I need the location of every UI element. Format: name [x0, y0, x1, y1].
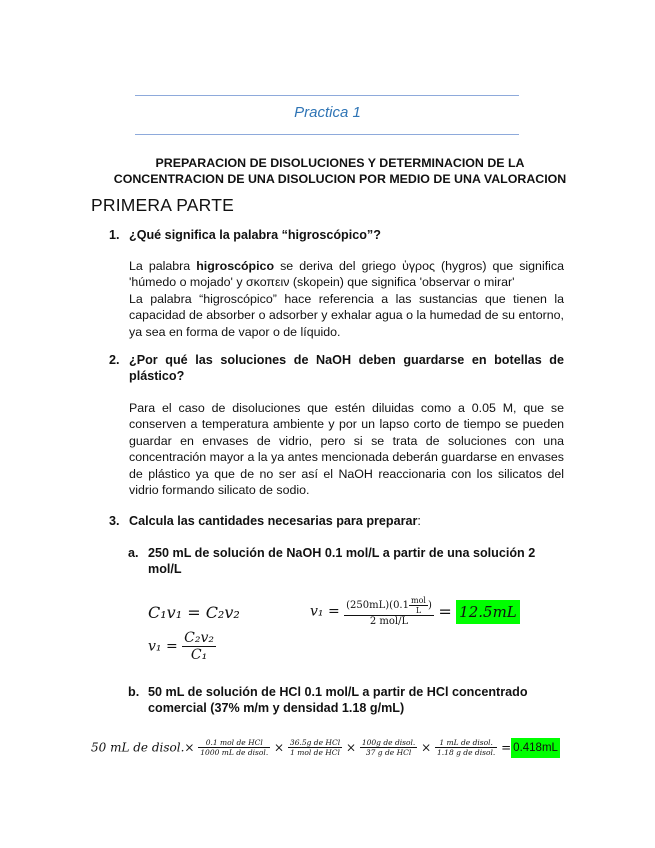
subquestion-b-number: b. [128, 685, 140, 699]
v1-formula: v₁ = $\frac{\text{C₂v₂}}{\text{C₁}}$ [148, 630, 215, 663]
dilution-equation: C₁v₁ = C₂v₂ [148, 603, 240, 622]
calc-fraction: (250mL)(0.1 $\frac{\text{mol}}{L}$ ) 2 mol/L [346, 596, 432, 627]
header-rule-bottom [135, 134, 519, 135]
subquestion-b [128, 684, 558, 716]
answer-1-paragraph-2: La palabra “higroscópico” hace referencia a las sustancias que tienen la capacidad de absorber o adsorber y exhalar agua o la humedad de su entorno, ya sea en forma de vapor o de líquido. [129, 291, 564, 339]
v1-fraction: $\frac{\text{C₂v₂}}{\text{C₁}}$ [184, 630, 215, 663]
header-rule-top [135, 95, 519, 96]
answer-1-line-2: 'húmedo o mojado' y σκοπειν (skopein) que significa 'observar o mirar' [129, 275, 515, 290]
question-1 [109, 227, 569, 243]
keyword-higroscopico: higroscópico [196, 259, 275, 273]
question-2 [109, 352, 564, 384]
result-a-highlight: 12.5mL [456, 600, 520, 624]
part-heading: PRIMERA PARTE [91, 195, 234, 215]
document-title [60, 155, 620, 187]
title-line-2: CONCENTRACION DE UNA DISOLUCION POR MEDIO DE UNA VALORACION [113, 172, 567, 186]
subquestion-b-text: 50 mL de solución de HCl 0.1 mol/L a partir de HCl concentrado comercial (37% m/m y densidad 1.18 g/mL) [148, 685, 528, 715]
result-b-highlight: 0.418mL [511, 738, 560, 758]
answer-1-line-1: La palabra higroscópico se deriva del griego ὑγρος (hygros) que significa [129, 259, 564, 273]
question-2-text: ¿Por qué las soluciones de NaOH deben guardarse en botellas de plástico? [129, 353, 564, 383]
hcl-calculation: 50 mL de disol.× $\frac{\text{0.1 mol de HCl}}{\text{1000 mL de disol.}}$ × $\frac{\text{36.5g de HCl}}{\text{1 mol de HCl}}$ × $\frac{\text{100g de disol.}}{\text{37 g de HCl}}$ × $\frac{\text{1 mL de disol.}}{\text{1.18 g de disol.}}$ = 0.418mL [91, 738, 558, 757]
subquestion-a-text: 250 mL de solución de NaOH 0.1 mol/L a partir de una solución 2 mol/L [148, 546, 536, 576]
question-1-number: 1. [109, 228, 120, 242]
question-2-number: 2. [109, 353, 120, 367]
question-3-text: Calcula las cantidades necesarias para preparar [129, 514, 418, 528]
title-line-1: PREPARACION DE DISOLUCIONES Y DETERMINACION DE LA [155, 156, 525, 170]
question-1-text: ¿Qué significa la palabra “higroscópico”? [129, 228, 381, 242]
answer-2: Para el caso de disoluciones que estén diluidas como a 0.05 M, que se conserven a temperatura ambiente y por un lapso corto de tiempo se pueden guardar en envases de vidrio, pero si se trata de soluciones con una concentración mayor a la ya antes mencionada deberán guardarse en envases de plástico ya que de no ser así el NaOH reaccionaria con los silicatos del vidrio formando silicato de sodio. [129, 401, 564, 498]
v1-calculation: v₁ = (250mL)(0.1 $\frac{\text{mol}}{L}$ ) 2 mol/L = 12.5mL [310, 596, 520, 627]
answer-1 [129, 258, 564, 340]
question-3-number: 3. [109, 514, 120, 528]
subquestion-a [128, 545, 558, 577]
subquestion-a-number: a. [128, 546, 139, 560]
practica-heading: Practica 1 [294, 104, 361, 121]
question-3: 3. Calcula las cantidades necesarias para preparar: [109, 514, 421, 528]
